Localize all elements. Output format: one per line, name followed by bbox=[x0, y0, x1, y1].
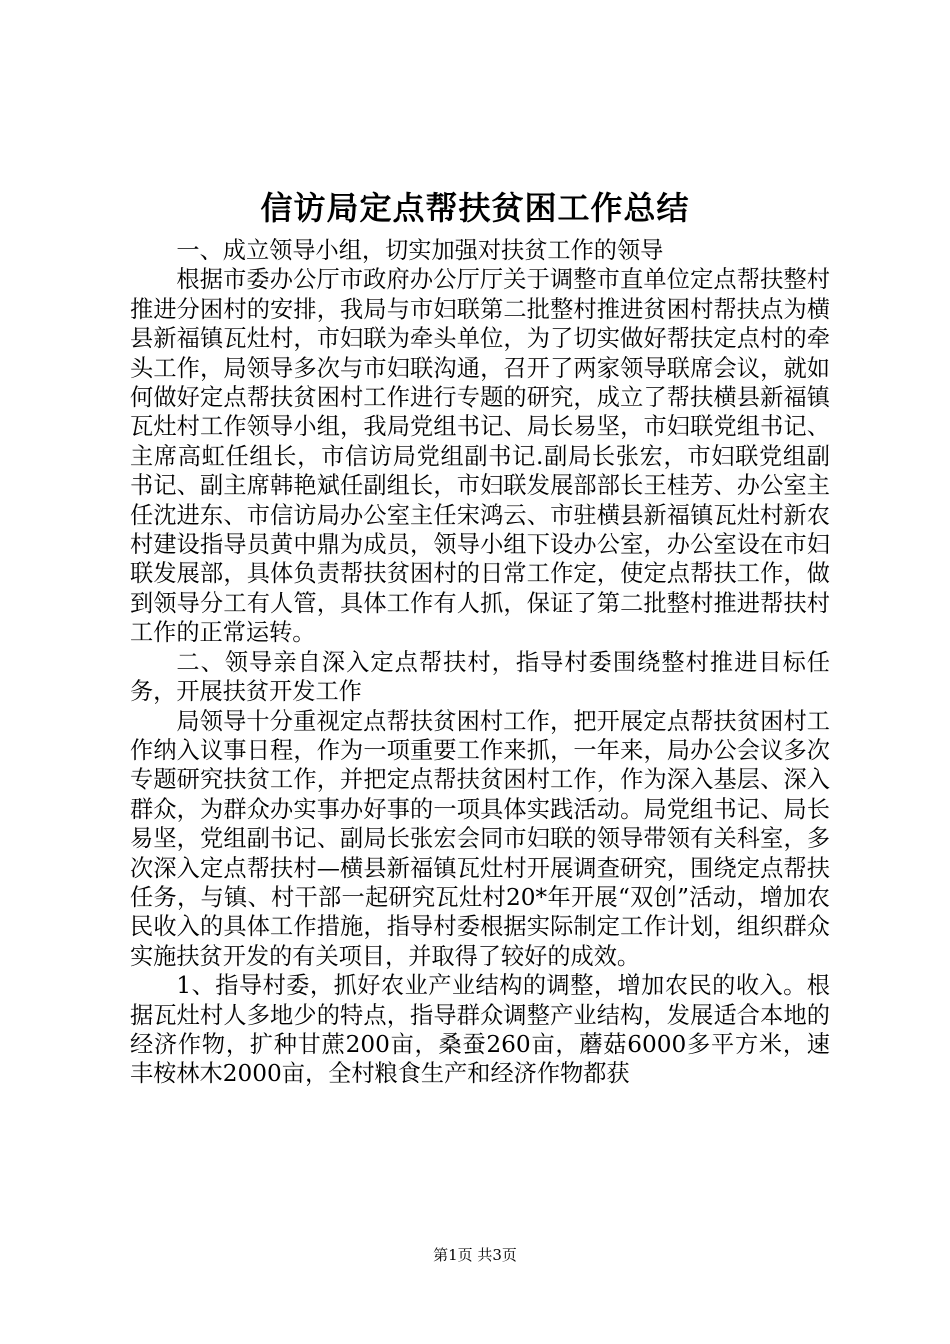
page-footer: 第1页 共3页 bbox=[433, 1246, 517, 1264]
paragraph-3: 1、指导村委，抓好农业产业结构的调整，增加农民的收入。根据瓦灶村人多地少的特点，指导群众调整产业结构，发展适合本地的经济作物，扩种甘蔗200亩，桑蚕260亩，蘑菇6000多平方米，速丰桉林木2000亩，全村粮食生产和经济作物都获 bbox=[130, 972, 830, 1088]
paragraph-1: 根据市委办公厅市政府办公厅厅关于调整市直单位定点帮扶整村推进分困村的安排，我局与市妇联第二批整村推进贫困村帮扶点为横县新福镇瓦灶村，市妇联为牵头单位，为了切实做好帮扶定点村的牵头工作，局领导多次与市妇联沟通，召开了两家领导联席会议，就如何做好定点帮扶贫困村工作进行专题的研究，成立了帮扶横县新福镇瓦灶村工作领导小组，我局党组书记、局长易坚，市妇联党组书记、主席高虹任组长，市信访局党组副书记.副局长张宏，市妇联党组副书记、副主席韩艳斌任副组长，市妇联发展部部长王桂芳、办公室主任沈进东、市信访局办公室主任宋鸿云、市驻横县新福镇瓦灶村新农村建设指导员黄中鼎为成员，领导小组下设办公室，办公室设在市妇联发展部，具体负责帮扶贫困村的日常工作定，使定点帮扶工作，做到领导分工有人管，具体工作有人抓，保证了第二批整村推进帮扶村工作的正常运转。 bbox=[130, 266, 830, 647]
document-body bbox=[130, 236, 830, 1089]
document-title: 信访局定点帮扶贫困工作总结 bbox=[260, 189, 690, 227]
section-heading-2: 二、领导亲自深入定点帮扶村，指导村委围绕整村推进目标任务，开展扶贫开发工作 bbox=[130, 648, 830, 706]
section-heading-1: 一、成立领导小组，切实加强对扶贫工作的领导 bbox=[176, 237, 664, 264]
paragraph-2: 局领导十分重视定点帮扶贫困村工作，把开展定点帮扶贫困村工作纳入议事日程，作为一项重要工作来抓，一年来，局办公会议多次专题研究扶贫工作，并把定点帮扶贫困村工作，作为深入基层、深入群众，为群众办实事办好事的一项具体实践活动。局党组书记、局长易坚，党组副书记、副局长张宏会同市妇联的领导带领有关科室，多次深入定点帮扶村—横县新福镇瓦灶村开展调查研究，围绕定点帮扶任务，与镇、村干部一起研究瓦灶村20*年开展“双创”活动，增加农民收入的具体工作措施，指导村委根据实际制定工作计划，组织群众实施扶贫开发的有关项目，并取得了较好的成效。 bbox=[130, 707, 830, 970]
